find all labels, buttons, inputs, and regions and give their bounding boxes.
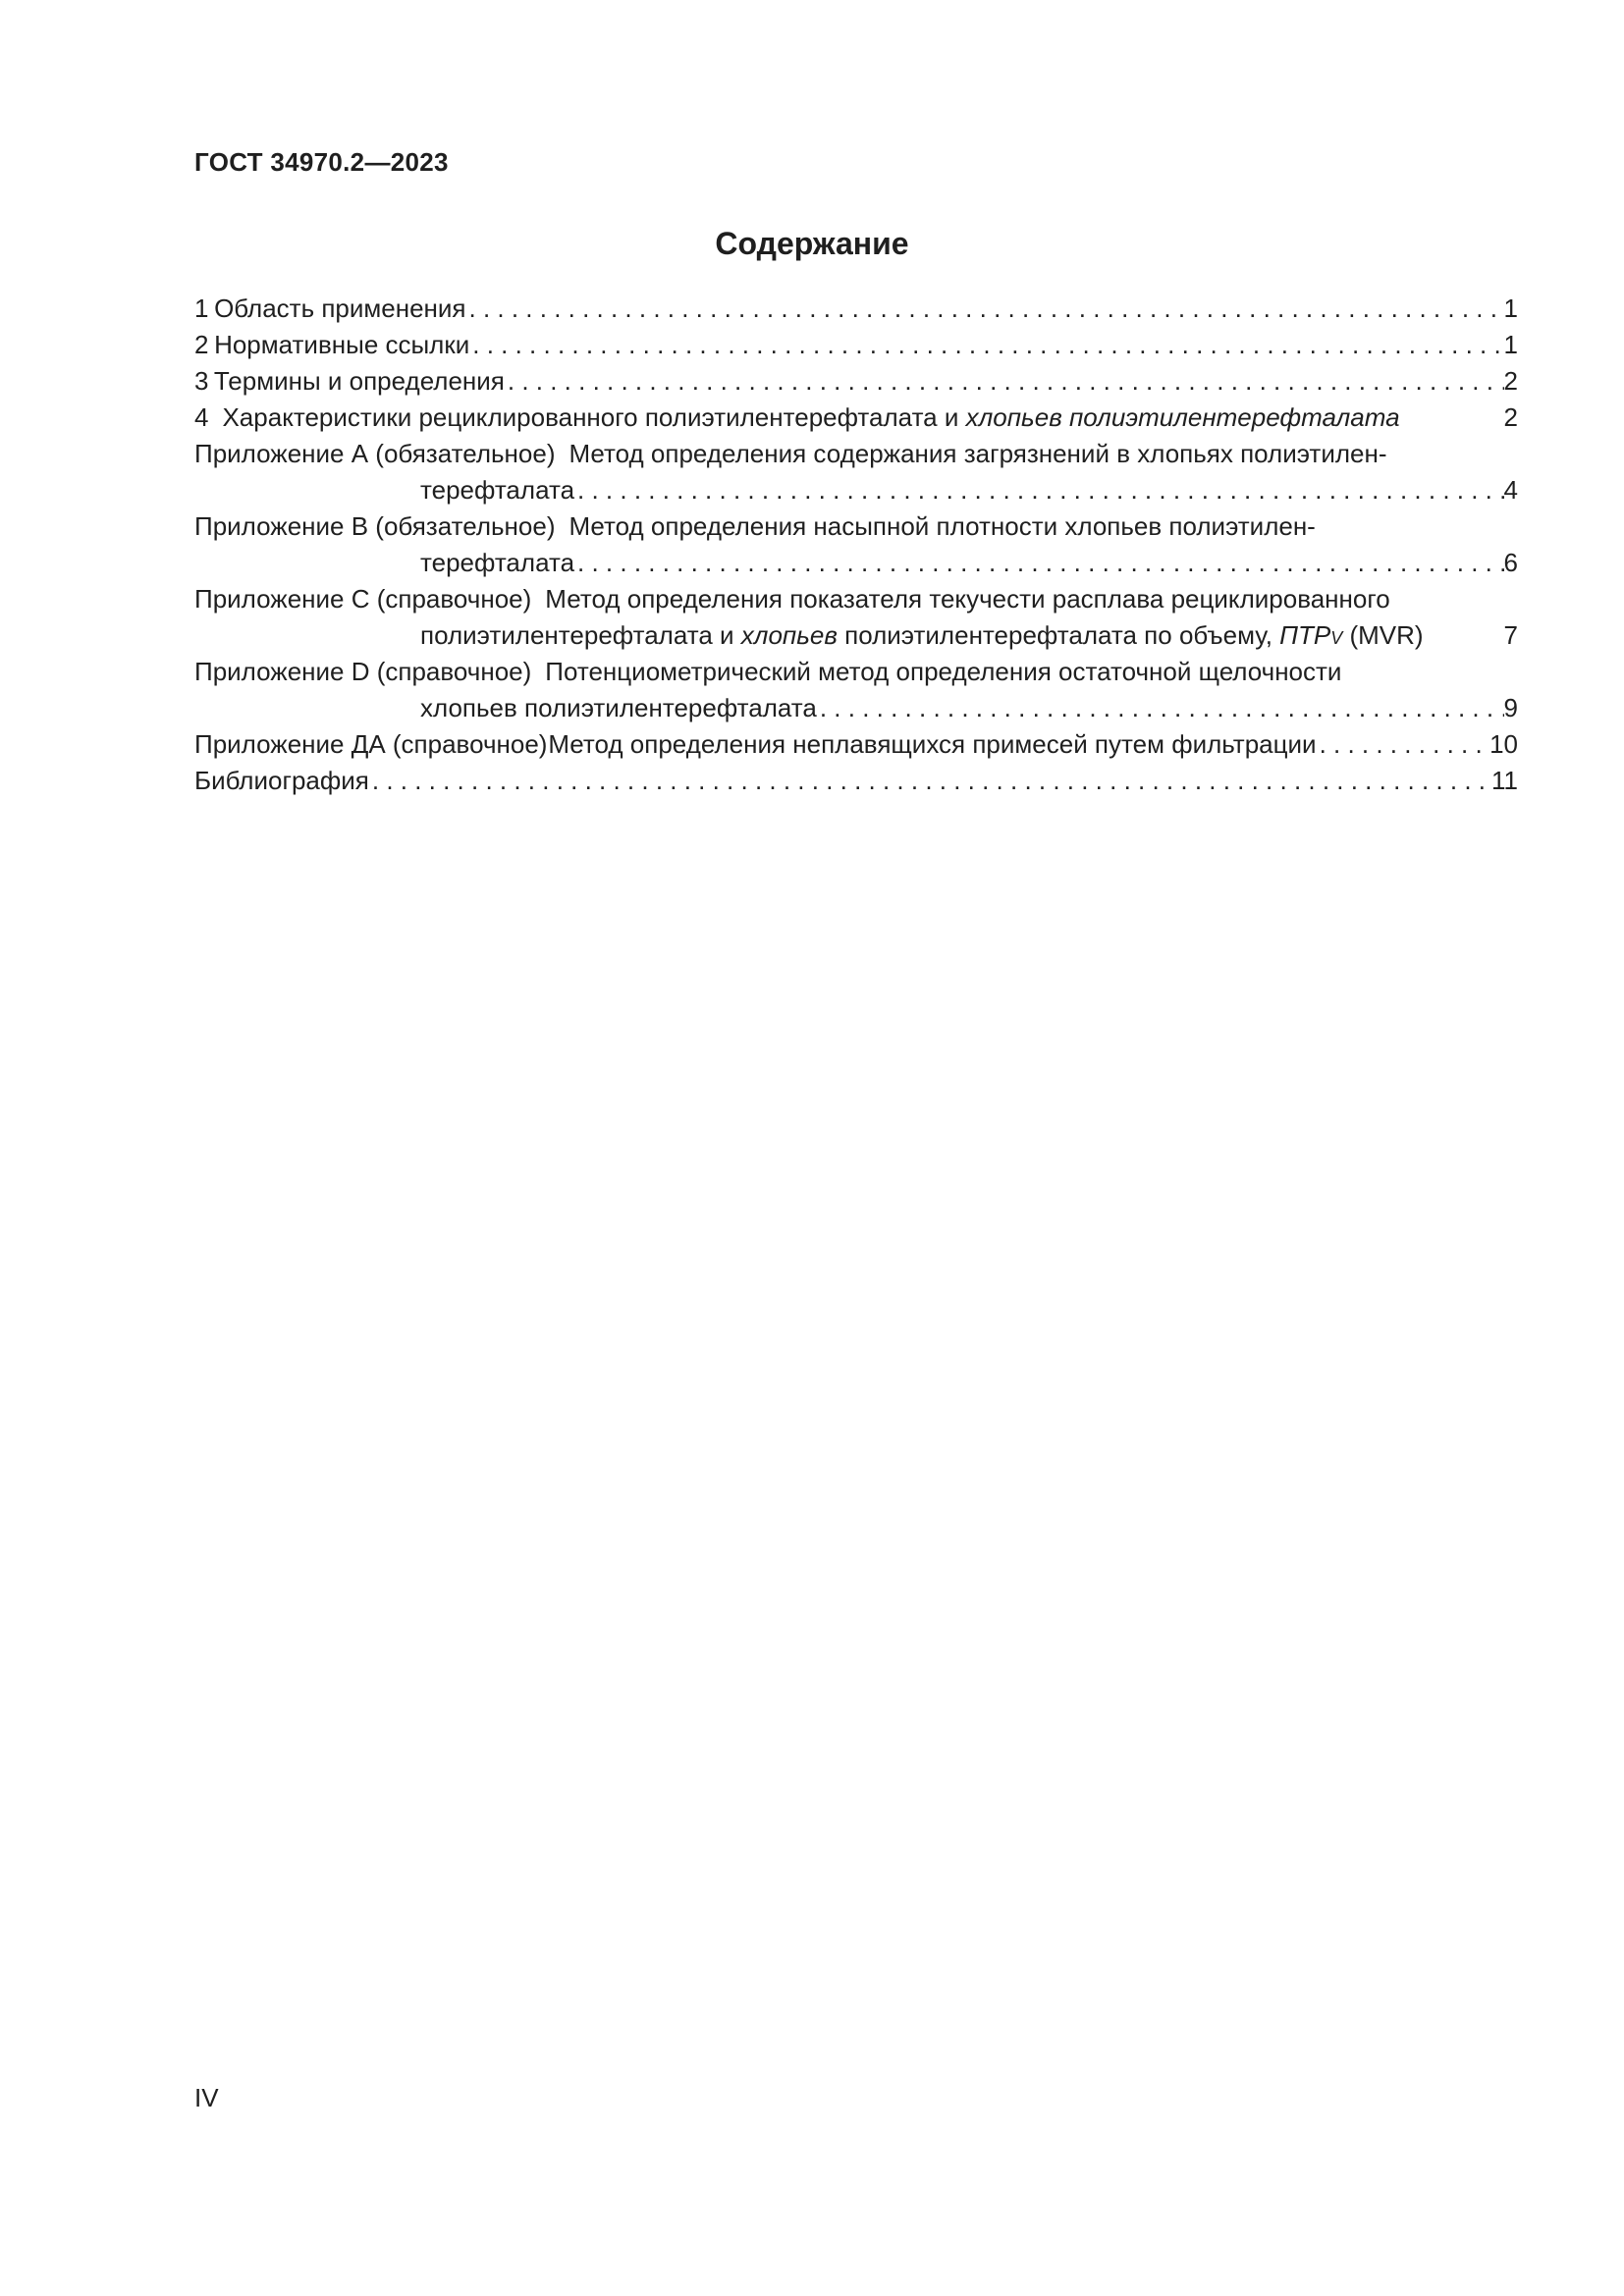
toc-entry-appendix-b[interactable] bbox=[194, 508, 1518, 581]
toc-entry-number: 4 bbox=[194, 402, 209, 432]
appendix-title-line1: Метод определения насыпной плотности хлопьев полиэтилен- bbox=[568, 511, 1316, 541]
toc-page-number: 1 bbox=[1503, 330, 1518, 359]
toc-page-number: 1 bbox=[1503, 294, 1518, 323]
document-code: ГОСТ 34970.2—2023 bbox=[194, 147, 449, 177]
toc-entry-2[interactable] bbox=[194, 327, 1518, 363]
dot-leader bbox=[369, 763, 1491, 799]
toc-entry-appendix-da[interactable] bbox=[194, 726, 1518, 763]
appendix-title-line2: хлопьев полиэтилентерефталата bbox=[420, 693, 817, 722]
toc-page-number: 2 bbox=[1503, 402, 1518, 432]
toc-entry-number: 1 bbox=[194, 294, 209, 323]
toc-page-number: 9 bbox=[1503, 693, 1518, 722]
toc-entry-title: Нормативные ссылки bbox=[214, 330, 470, 359]
appendix-title-italic: хлопьев bbox=[740, 620, 838, 650]
dot-leader bbox=[574, 545, 1504, 581]
page-number: IV bbox=[194, 2083, 219, 2112]
toc-page-number: 11 bbox=[1491, 766, 1518, 795]
appendix-title-line2: полиэтилентерефталата и bbox=[420, 620, 741, 650]
appendix-title-line2: терефталата bbox=[420, 475, 575, 505]
appendix-title-line2-cont: полиэтилентерефталата по объему, bbox=[837, 620, 1280, 650]
dot-leader bbox=[466, 291, 1504, 327]
toc-page-number: 10 bbox=[1489, 729, 1518, 759]
toc-page-number: 2 bbox=[1503, 366, 1518, 396]
toc-entry-title: Область применения bbox=[214, 294, 466, 323]
dot-leader bbox=[1317, 726, 1490, 763]
toc-page-number: 6 bbox=[1503, 548, 1518, 577]
toc-entry-bibliography[interactable] bbox=[194, 763, 1518, 799]
dot-leader bbox=[574, 472, 1504, 508]
appendix-title-line2-end: (MVR) bbox=[1342, 620, 1424, 650]
appendix-label: Приложение D (справочное) bbox=[194, 657, 532, 686]
mvr-subscript: V bbox=[1330, 628, 1343, 648]
toc-page-number: 7 bbox=[1503, 620, 1518, 650]
toc-entry-appendix-d[interactable] bbox=[194, 654, 1518, 726]
appendix-label: Приложение C (справочное) bbox=[194, 584, 532, 614]
appendix-title-line1: Метод определения неплавящихся примесей путем фильтрации bbox=[548, 729, 1317, 759]
appendix-label: Приложение А (обязательное) bbox=[194, 439, 556, 468]
toc-entry-number: 2 bbox=[194, 330, 209, 359]
toc-entry-title-italic: хлопьев полиэтилентерефталата bbox=[965, 402, 1400, 432]
appendix-label: Приложение B (обязательное) bbox=[194, 511, 556, 541]
toc-entry-appendix-a-full[interactable] bbox=[194, 436, 1518, 508]
toc-entry-number: 3 bbox=[194, 366, 209, 396]
toc-entry-4[interactable] bbox=[194, 400, 1518, 436]
mvr-symbol: ПТР bbox=[1279, 620, 1331, 650]
table-of-contents bbox=[194, 291, 1518, 436]
appendix-title-line1: Метод определения содержания загрязнений в хлопьях полиэтилен- bbox=[568, 439, 1387, 468]
appendix-label: Приложение ДА (справочное) bbox=[194, 729, 548, 759]
toc-page-number: 4 bbox=[1503, 475, 1518, 505]
appendix-title-line2: терефталата bbox=[420, 548, 575, 577]
dot-leader bbox=[817, 690, 1504, 726]
dot-leader bbox=[469, 327, 1503, 363]
toc-entry-appendix-c[interactable] bbox=[194, 581, 1518, 654]
toc-entry-3[interactable] bbox=[194, 363, 1518, 400]
appendix-title-line1: Потенциометрический метод определения остаточной щелочности bbox=[545, 657, 1342, 686]
toc-entry-1[interactable] bbox=[194, 291, 1518, 327]
toc-entry-title: Термины и определения bbox=[213, 366, 505, 396]
toc-appendices bbox=[194, 436, 1518, 799]
toc-entry-title: Характеристики рециклированного полиэтилентерефталата и bbox=[222, 402, 966, 432]
toc-entry-title: Библиография bbox=[194, 766, 369, 795]
toc-title: Содержание bbox=[715, 226, 909, 261]
dot-leader bbox=[505, 363, 1504, 400]
appendix-title-line1: Метод определения показателя текучести расплава рециклированного bbox=[545, 584, 1390, 614]
